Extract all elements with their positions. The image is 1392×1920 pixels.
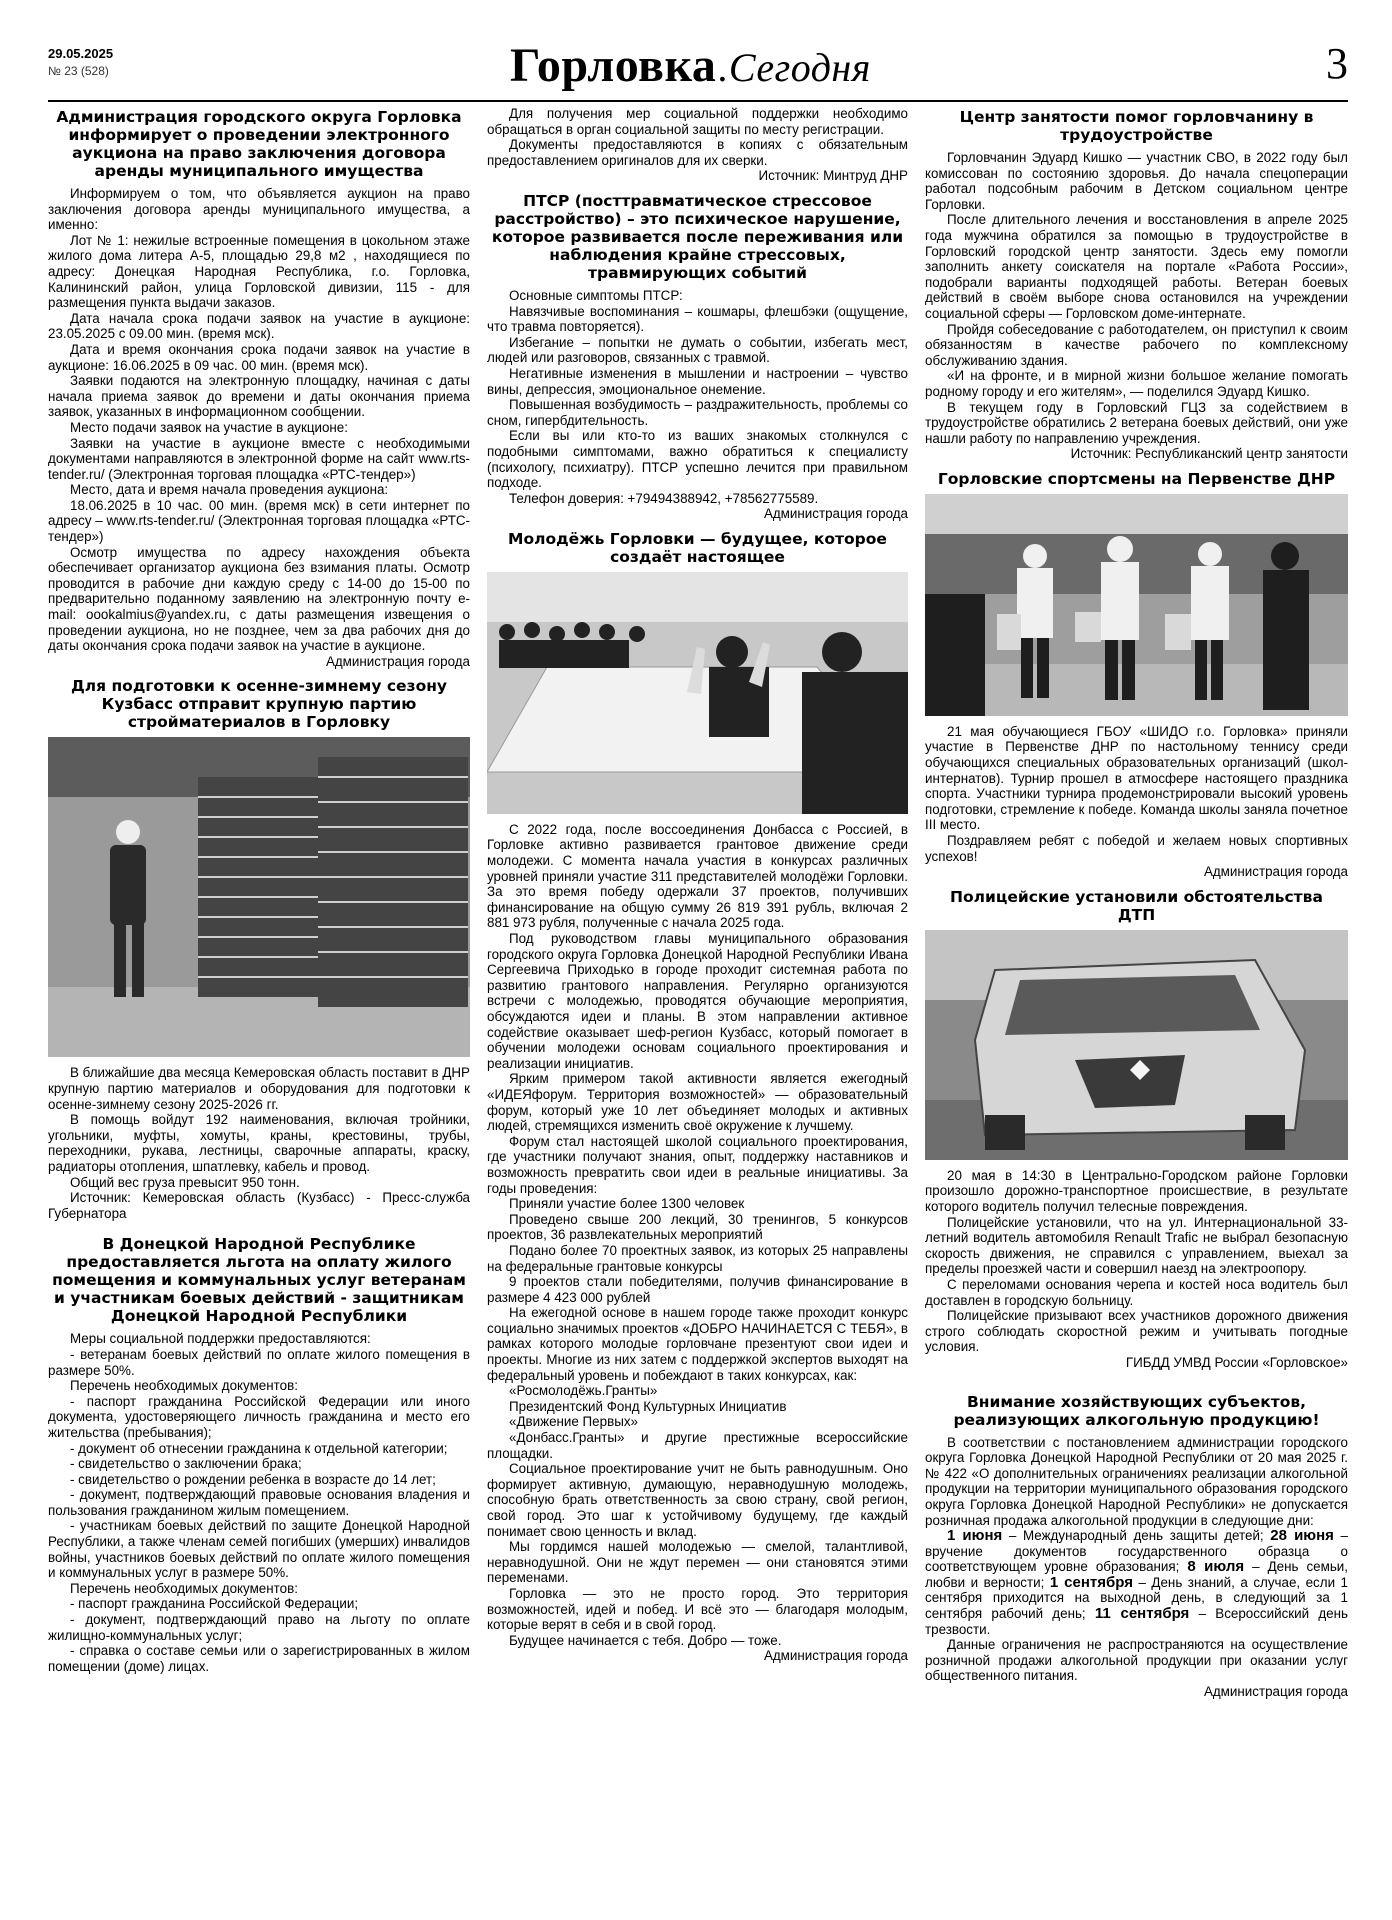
paragraph: Горловчанин Эдуард Кишко — участник СВО, в 2022 году был комиссован по состоянию здоровья. До начала спецоперации работал подсобным рабочим в Детском социальном центре Горловки.: [925, 150, 1348, 212]
article-employment-sign: Источник: Республиканский центр занятости: [1070, 446, 1348, 462]
paragraph: - документ, подтверждающий право на льготу по оплате жилищно-коммунальных услуг;: [48, 1612, 470, 1643]
date-3-desc: – День семьи, любви и верности;: [925, 1559, 1348, 1590]
paragraph: Для получения мер социальной поддержки необходимо обращаться в орган социальной защиты по месту регистрации.: [487, 106, 908, 137]
article-benefits-sign: Источник: Минтруд ДНР: [758, 168, 908, 184]
newspaper-title: [510, 38, 871, 93]
article-employment-body: [925, 150, 1348, 446]
paragraph: Будущее начинается с тебя. Добро — тоже.: [509, 1632, 782, 1648]
paragraph: 9 проектов стали победителями, получив финансирование в размере 4 423 000 рублей: [487, 1274, 908, 1305]
article-benefits-title: В Донецкой Народной Республике предоставляется льгота на оплату жилого помещения и коммунальных услуг ветеранам и участникам боевых действий - защитникам Донецкой Народной Республики: [52, 1235, 466, 1326]
article-youth-title: Молодёжь Горловки — будущее, которое создаёт настоящее: [508, 529, 887, 566]
paragraph: - свидетельство о рождении ребенка в возрасте до 14 лет;: [70, 1471, 436, 1487]
column-2: [487, 106, 908, 1906]
paragraph: После длительного лечения и восстановления в апреле 2025 года мужчина обратился за помощью в трудоустройстве в Горловский городской центр занятости. Здесь ему помогли заполнить анкету соискателя на портале «Работа России», подобрали варианты подходящей работы. Ветеран боевых действий в своём выборе снова остановился на учреждении социальной сферы — Горловском доме-интернате.: [925, 212, 1348, 321]
article-ptsd-body: [487, 288, 908, 506]
article-kuzbass-body: [48, 1065, 470, 1221]
paragraph: Источник: Кемеровская область (Кузбасс) - Пресс-служба Губернатора: [48, 1190, 470, 1221]
article-accident-body: [925, 1168, 1348, 1355]
title-sub: .Сегодня: [718, 45, 871, 90]
paragraph: Дата начала срока подачи заявок на участие в аукционе: 23.05.2025 с 09.00 мин. (время мск).: [48, 310, 470, 342]
photo-youth-meeting: [487, 572, 908, 814]
paragraph: Перечень необходимых документов:: [70, 1580, 298, 1596]
article-auction-sign: Администрация города: [325, 653, 470, 669]
paragraph: Если вы или кто-то из ваших знакомых столкнулся с подобными симптомами, важно обратиться к специалисту (психологу, психиатру). ПТСР успешно лечится при правильном подходе.: [487, 428, 908, 491]
date-1-desc: – Международный день защиты детей;: [1002, 1528, 1271, 1544]
paragraph: - свидетельство о заключении брака;: [70, 1456, 302, 1472]
photo-crashed-van: [925, 930, 1348, 1160]
paragraph: Негативные изменения в мышлении и настроении – чувство вины, депрессия, эмоциональное онемение.: [487, 365, 908, 397]
paragraph: Повышенная возбудимость – раздражительность, проблемы со сном, гипербдительность.: [487, 397, 908, 428]
paragraph: Президентский Фонд Культурных Инициатив: [509, 1398, 787, 1414]
paragraph: - паспорт гражданина Российской Федерации или иного документа, удостоверяющего личность гражданина и место его жительства (пребывания);: [48, 1393, 470, 1440]
date-2: 28 июня: [1270, 1527, 1334, 1545]
paragraph: - ветеранам боевых действий по оплате жилого помещения в размере 50%.: [48, 1346, 470, 1378]
paragraph: Перечень необходимых документов:: [70, 1378, 298, 1394]
paragraph: Телефон доверия: +79494388942, +78562775589.: [509, 490, 819, 506]
article-auction-title: Администрация городского округа Горловка информирует о проведении электронного аукциона на право заключения договора аренды муниципального имущества: [56, 108, 462, 180]
date-1: 1 июня: [947, 1527, 1003, 1545]
article-ptsd-title: ПТСР (посттравматическое стрессовое расстройство) – это психическое нарушение, которое развивается после переживания или наблюдения крайне стрессовых, травмирующих событий: [491, 191, 904, 282]
paragraph: Приняли участие более 1300 человек: [509, 1196, 745, 1212]
paragraph: Основные симптомы ПТСР:: [509, 287, 683, 303]
paragraph: Подано более 70 проектных заявок, из которых 25 направлены на федеральные грантовые конкурсы: [487, 1242, 908, 1274]
paragraph: Ярким примером такой активности является ежегодный «ИДЕЯфорум. Территория возможностей» — образовательный форум, который уже 10 лет объединяет молодых и активных людей, стремящихся изменить своё окружение к лучшему.: [487, 1071, 908, 1134]
article-auction-body: [48, 186, 470, 654]
paragraph: 21 мая обучающиеся ГБОУ «ШИДО г.о. Горловка» приняли участие в Первенстве ДНР по настольному теннису среди обучающихся специальных образовательных организаций (школ-интернатов). Турнир прошел в атмосфере настоящего праздника спорта. Участники турнира продемонстрировали высокий уровень подготовки, стремление к победе. Команда школы заняла почетное III место.: [925, 723, 1348, 833]
paragraph: - участникам боевых действий по защите Донецкой Народной Республики, а также членам семей погибших (умерших) инвалидов войны, участников боевых действий по оплате жилого помещения и коммунальных услуг в размере 50%.: [48, 1518, 470, 1581]
photo-lumber-stacks: [48, 737, 470, 1057]
paragraph: Под руководством главы муниципального образования городского округа Горловка Донецкой Народной Республики Ивана Сергеевича Приходько в городе проходит системная работа по развитию грантового направления. Регулярно организуются встречи с молодежью, проводятся обучающие мероприятия, обсуждаются идеи и планы. В этом направлении активное содействие оказывает шеф-регион Кузбасс, который помогает в обучении молодежи основам социального проектирования и реализации инициатив.: [487, 931, 908, 1071]
article-accident-title: Полицейские установили обстоятельства ДТП: [950, 887, 1323, 924]
paragraph: - документ, подтверждающий правовые основания владения и пользования гражданином жилым помещением.: [48, 1487, 470, 1518]
paragraph: «Росмолодёжь.Гранты»: [509, 1383, 658, 1399]
paragraph: Полицейские призывают всех участников дорожного движения строго соблюдать скоростной режим и учитывать погодные условия.: [925, 1308, 1348, 1355]
paragraph: Заявки подаются на электронную площадку, начиная с даты начала приема заявок до времени и даты окончания приема заявок, указанных в информационном сообщении.: [48, 373, 470, 420]
column-1: [48, 106, 470, 1906]
photo-table-tennis-winners: [925, 494, 1348, 716]
paragraph: Меры социальной поддержки предоставляются:: [70, 1331, 371, 1347]
article-accident-sign: ГИБДД УМВД России «Горловское»: [1125, 1354, 1348, 1370]
article-alcohol-title: Внимание хозяйствующих субъектов, реализующих алкогольную продукцию!: [953, 1392, 1320, 1429]
paragraph: 20 мая в 14:30 в Центрально-Городском районе Горловки произошло дорожно-транспортное происшествие, в результате которого водитель получил телесные повреждения.: [925, 1167, 1348, 1214]
paragraph: Избегание – попытки не думать о событии, избегать мест, людей или разговоров, связанных с травмой.: [487, 334, 908, 366]
article-benefits-body: [48, 1331, 470, 1674]
paragraph: На ежегодной основе в нашем городе также проходит конкурс социально значимых проектов «ДОБРО НАЧИНАЕТСЯ С ТЕБЯ», в рамках которого молодые горловчане презентуют свои идеи и проекты. Многие из них затем с поддержкой экспертов выходят на федеральный уровень и побеждают в таких конкурсах, как:: [487, 1305, 908, 1383]
paragraph: Навязчивые воспоминания – кошмары, флешбэки (ощущение, что травма повторяется).: [487, 303, 908, 335]
paragraph: «И на фронте, и в мирной жизни большое желание помогать родному городу и его жителям», — поделился Эдуард Кишко.: [925, 368, 1348, 399]
paragraph: 18.06.2025 в 10 час. 00 мин. (время мск) в сети интернет по адресу – www.rts-tender.ru/ (Электронная торговая площадка «РТС-тендер»): [48, 497, 470, 545]
title-main: Горловка: [510, 39, 717, 92]
paragraph: В текущем году в Горловский ГЦЗ за содействием в трудоустройстве обратились 2 ветерана боевых действий, они уже нашли работу по направлению учреждения.: [925, 399, 1348, 446]
article-ptsd-sign: Администрация города: [763, 506, 908, 522]
article-sport-sign: Администрация города: [1203, 864, 1348, 880]
paragraph: С переломами основания черепа и костей носа водитель был доставлен в городскую больницу.: [925, 1276, 1348, 1308]
column-3: [925, 106, 1348, 1906]
paragraph: Место подачи заявок на участие в аукционе:: [70, 419, 348, 435]
paragraph: Данные ограничения не распространяются на осуществление розничной продажи алкогольной продукции при оказании услуг общественного питания.: [925, 1637, 1348, 1684]
article-youth-sign: Администрация города: [763, 1648, 908, 1664]
paragraph: Пройдя собеседование с работодателем, он приступил к своим обязанностям в качестве рабочего по комплексному обслуживанию здания.: [925, 321, 1348, 368]
paragraph: «Донбасс.Гранты» и другие престижные всероссийские площадки.: [487, 1430, 908, 1461]
paragraph: - документ об отнесении гражданина к отдельной категории;: [70, 1440, 448, 1456]
date-4: 1 сентября: [1049, 1573, 1133, 1591]
paragraph: Осмотр имущества по адресу нахождения объекта обеспечивает организатор аукциона без взимания платы. Осмотр проводится в рабочие дни каждую среду с 14-00 до 15-00 по предварительно поданному заявлению на электронную почту e-mail: oookalmius@yandex.ru, с даты размещения извещения о проведении аукциона, но не позднее, чем за два рабочих дня до даты окончания срока подачи заявок на участие в аукционе.: [48, 544, 470, 654]
article-employment-title: Центр занятости помог горловчанину в трудоустройстве: [959, 108, 1314, 144]
paragraph: «Движение Первых»: [509, 1414, 638, 1430]
article-sport-body: [925, 724, 1348, 864]
paragraph: В ближайшие два месяца Кемеровская область поставит в ДНР крупную партию материалов и оборудования для подготовки к осенне-зимнему сезону 2025-2026 гг.: [48, 1065, 470, 1112]
paragraph: Место, дата и время начала проведения аукциона:: [70, 482, 389, 498]
paragraph: Форум стал настоящей школой социального проектирования, где участники получают знания, опыт, поддержку наставников и возможность превратить свои идеи в реальные инициативы. За годы проведения:: [487, 1133, 908, 1196]
issue-date: 29.05.2025: [48, 46, 114, 61]
article-alcohol-sign: Администрация города: [1203, 1684, 1348, 1700]
paragraph: - паспорт гражданина Российской Федерации;: [70, 1596, 359, 1612]
masthead-rule: [48, 100, 1348, 102]
paragraph: Мы гордимся нашей молодежью — смелой, талантливой, неравнодушной. Они не ждут перемен — они становятся этими переменами.: [487, 1539, 908, 1586]
issue-number: № 23 (528): [48, 64, 109, 78]
paragraph: Дата и время окончания срока подачи заявок на участие в аукционе: 16.06.2025 в 09 час. 00 мин. (время мск).: [48, 341, 470, 373]
paragraph: Документы предоставляются в копиях с обязательным предоставлением оригиналов для их сверки.: [487, 137, 908, 168]
page-number: 3: [1326, 39, 1348, 88]
paragraph: Полицейские установили, что на ул. Интернациональной 33-летний водитель автомобиля Renault Trafic не выбрал безопасную скорость движения, не справился с управлением, выехал за пределы проезжей части и совершил наезд на электроопору.: [925, 1214, 1348, 1277]
date-2-desc: – вручение документов государственного образца о соответствующем уровне образования;: [925, 1528, 1348, 1575]
paragraph: В помощь войдут 192 наименования, включая тройники, угольники, муфты, хомуты, краны, крестовины, трубы, переходники, рукава, лестницы, сварочные аппараты, краску, радиаторы отопления, шпатлевку, кабель и провод.: [48, 1112, 470, 1174]
article-alcohol-body: [925, 1435, 1348, 1685]
paragraph: Горловка — это не просто город. Это территория возможностей, идей и побед. И всё это — благодаря молодым, которые верят в себя и в свой город.: [487, 1585, 908, 1633]
date-4-desc: – День знаний, а случае, если 1 сентября приходится на выходной день, в следующий за 1 сентября рабочий день;: [925, 1574, 1348, 1622]
article-youth-body: [487, 822, 908, 1648]
paragraph-dates: [925, 1528, 1348, 1637]
paragraph: Социальное проектирование учит не быть равнодушным. Оно формирует активную, думающую, неравнодушную молодежь, способную брать ответственность за свою страну, свой регион, свой город. Это шаг к устойчивому будущему, где каждый понимает свою ценность и вклад.: [487, 1461, 908, 1539]
paragraph: Общий вес груза превысит 950 тонн.: [70, 1174, 300, 1190]
article-kuzbass-title: Для подготовки к осенне-зимнему сезону Кузбасс отправит крупную партию стройматериалов в Горловку: [70, 677, 448, 732]
paragraph: Лот № 1: нежилые встроенные помещения в цокольном этаже жилого дома литера А-5, площадью 29,8 м2 , находящиеся по адресу: Донецкая Народная Республика, г.о. Горловка, Калининский район, улица Горловской дивизии, 115 - для размещения пункта выдачи заказов.: [48, 232, 470, 311]
article-benefits-continued: [487, 106, 908, 168]
paragraph: Информируем о том, что объявляется аукцион на право заключения договора аренды муниципального имущества, а именно:: [48, 186, 470, 233]
date-5: 11 сентября: [1094, 1605, 1190, 1623]
article-sport-title: Горловские спортсмены на Первенстве ДНР: [937, 469, 1336, 488]
date-5-desc: – Всероссийский день трезвости.: [925, 1606, 1348, 1637]
masthead: [48, 38, 1348, 98]
paragraph: - справка о составе семьи или о зарегистрированных в жилом помещении (доме) лицах.: [48, 1643, 470, 1674]
paragraph: Заявки на участие в аукционе вместе с необходимыми документами направляются в электронной форме на сайт www.rts-tender.ru/ (Электронная торговая площадка «РТС-тендер»): [48, 435, 470, 482]
paragraph: Проведено свыше 200 лекций, 30 тренингов, 5 конкурсов проектов, 36 развлекательных мероприятий: [487, 1211, 908, 1243]
date-3: 8 июля: [1187, 1558, 1245, 1576]
paragraph: В соответствии с постановлением администрации городского округа Горловка Донецкой Народной Республики от 20 мая 2025 г. № 422 «О дополнительных ограничениях реализации алкогольной продукции на территории муниципального образования городского округа Горловка Донецкой Народной Республики» не допускается розничная продажа алкогольной продукции в следующие дни:: [925, 1434, 1348, 1528]
paragraph: С 2022 года, после воссоединения Донбасса с Россией, в Горловке активно развивается грантовое движение среди молодежи. С момента начала участия в конкурсах различных уровней приняли участие 311 представителей молодёжи Горловки. За это время победу одержали 37 проектов, получивших финансирование на общую сумму 26 819 391 рубль, включая 2 881 973 рубля, полученные с начала 2025 года.: [487, 821, 908, 931]
paragraph: Поздравляем ребят с победой и желаем новых спортивных успехов!: [925, 833, 1348, 864]
